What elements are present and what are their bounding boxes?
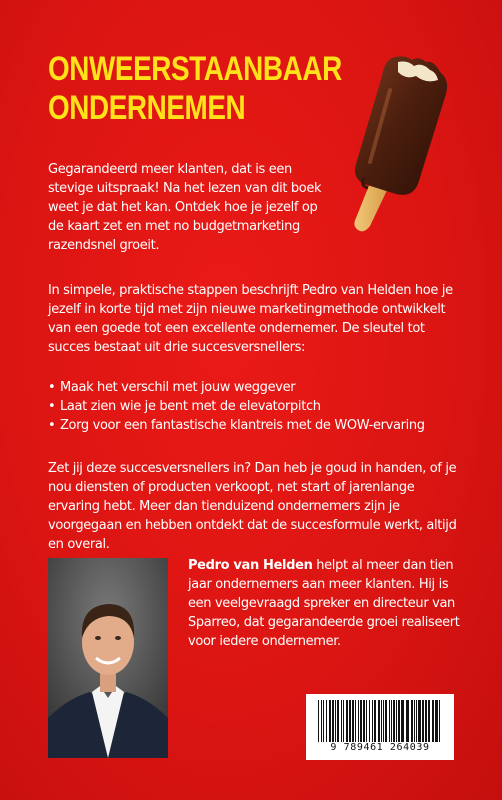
list-item: • Laat zien wie je bent met de elevatorpitch	[48, 397, 460, 416]
method-paragraph: In simpele, praktische stappen beschrijft Pedro van Helden hoe je jezelf in korte tijd met zijn nieuwe marketingmethode ontwikkelt van een goede tot een excellente ondernemer. De sleutel tot succes bestaat uit drie succesversnellers:	[48, 283, 453, 355]
barcode-bars	[316, 700, 444, 742]
intro-paragraph: Gegarandeerd meer klanten, dat is een stevige uitspraak! Na het lezen van dit boek weet je dat het kan. Ontdek hoe je jezelf op de kaart zet en met no budgetmarketing razendsnel groeit.	[48, 162, 322, 253]
author-bio-text: helpt al meer dan tien jaar ondernemers aan meer klanten. Hij is een veelgevraagd spreker en directeur van Sparreo, dat gegarandeerde groei realiseert voor iedere ondernemer.	[188, 558, 460, 649]
results-paragraph: Zet jij deze succesversnellers in? Dan heb je goud in handen, of je nou diensten of producten verkoopt, net start of jarenlange ervaring hebt. Meer dan tienduizend ondernemers zijn je voorgegaan en hebben ontdekt dat de succesformule werkt, altijd en overal.	[48, 461, 457, 552]
author-bio	[188, 556, 460, 651]
accelerator-list	[48, 378, 460, 435]
list-item: • Maak het verschil met jouw weggever	[48, 378, 460, 397]
author-photo	[48, 558, 168, 758]
isbn-barcode	[306, 694, 454, 760]
book-title-line-1: ONWEERSTAANBAAR	[48, 50, 342, 88]
chocolate-ice-cream-bar-icon	[334, 50, 458, 236]
isbn-number: 9 789461 264039	[330, 742, 430, 753]
book-title-line-2: ONDERNEMEN	[48, 89, 246, 127]
author-name: Pedro van Helden	[188, 558, 313, 573]
list-item: • Zorg voor een fantastische klantreis met de WOW-ervaring	[48, 416, 460, 435]
book-title	[48, 50, 342, 128]
